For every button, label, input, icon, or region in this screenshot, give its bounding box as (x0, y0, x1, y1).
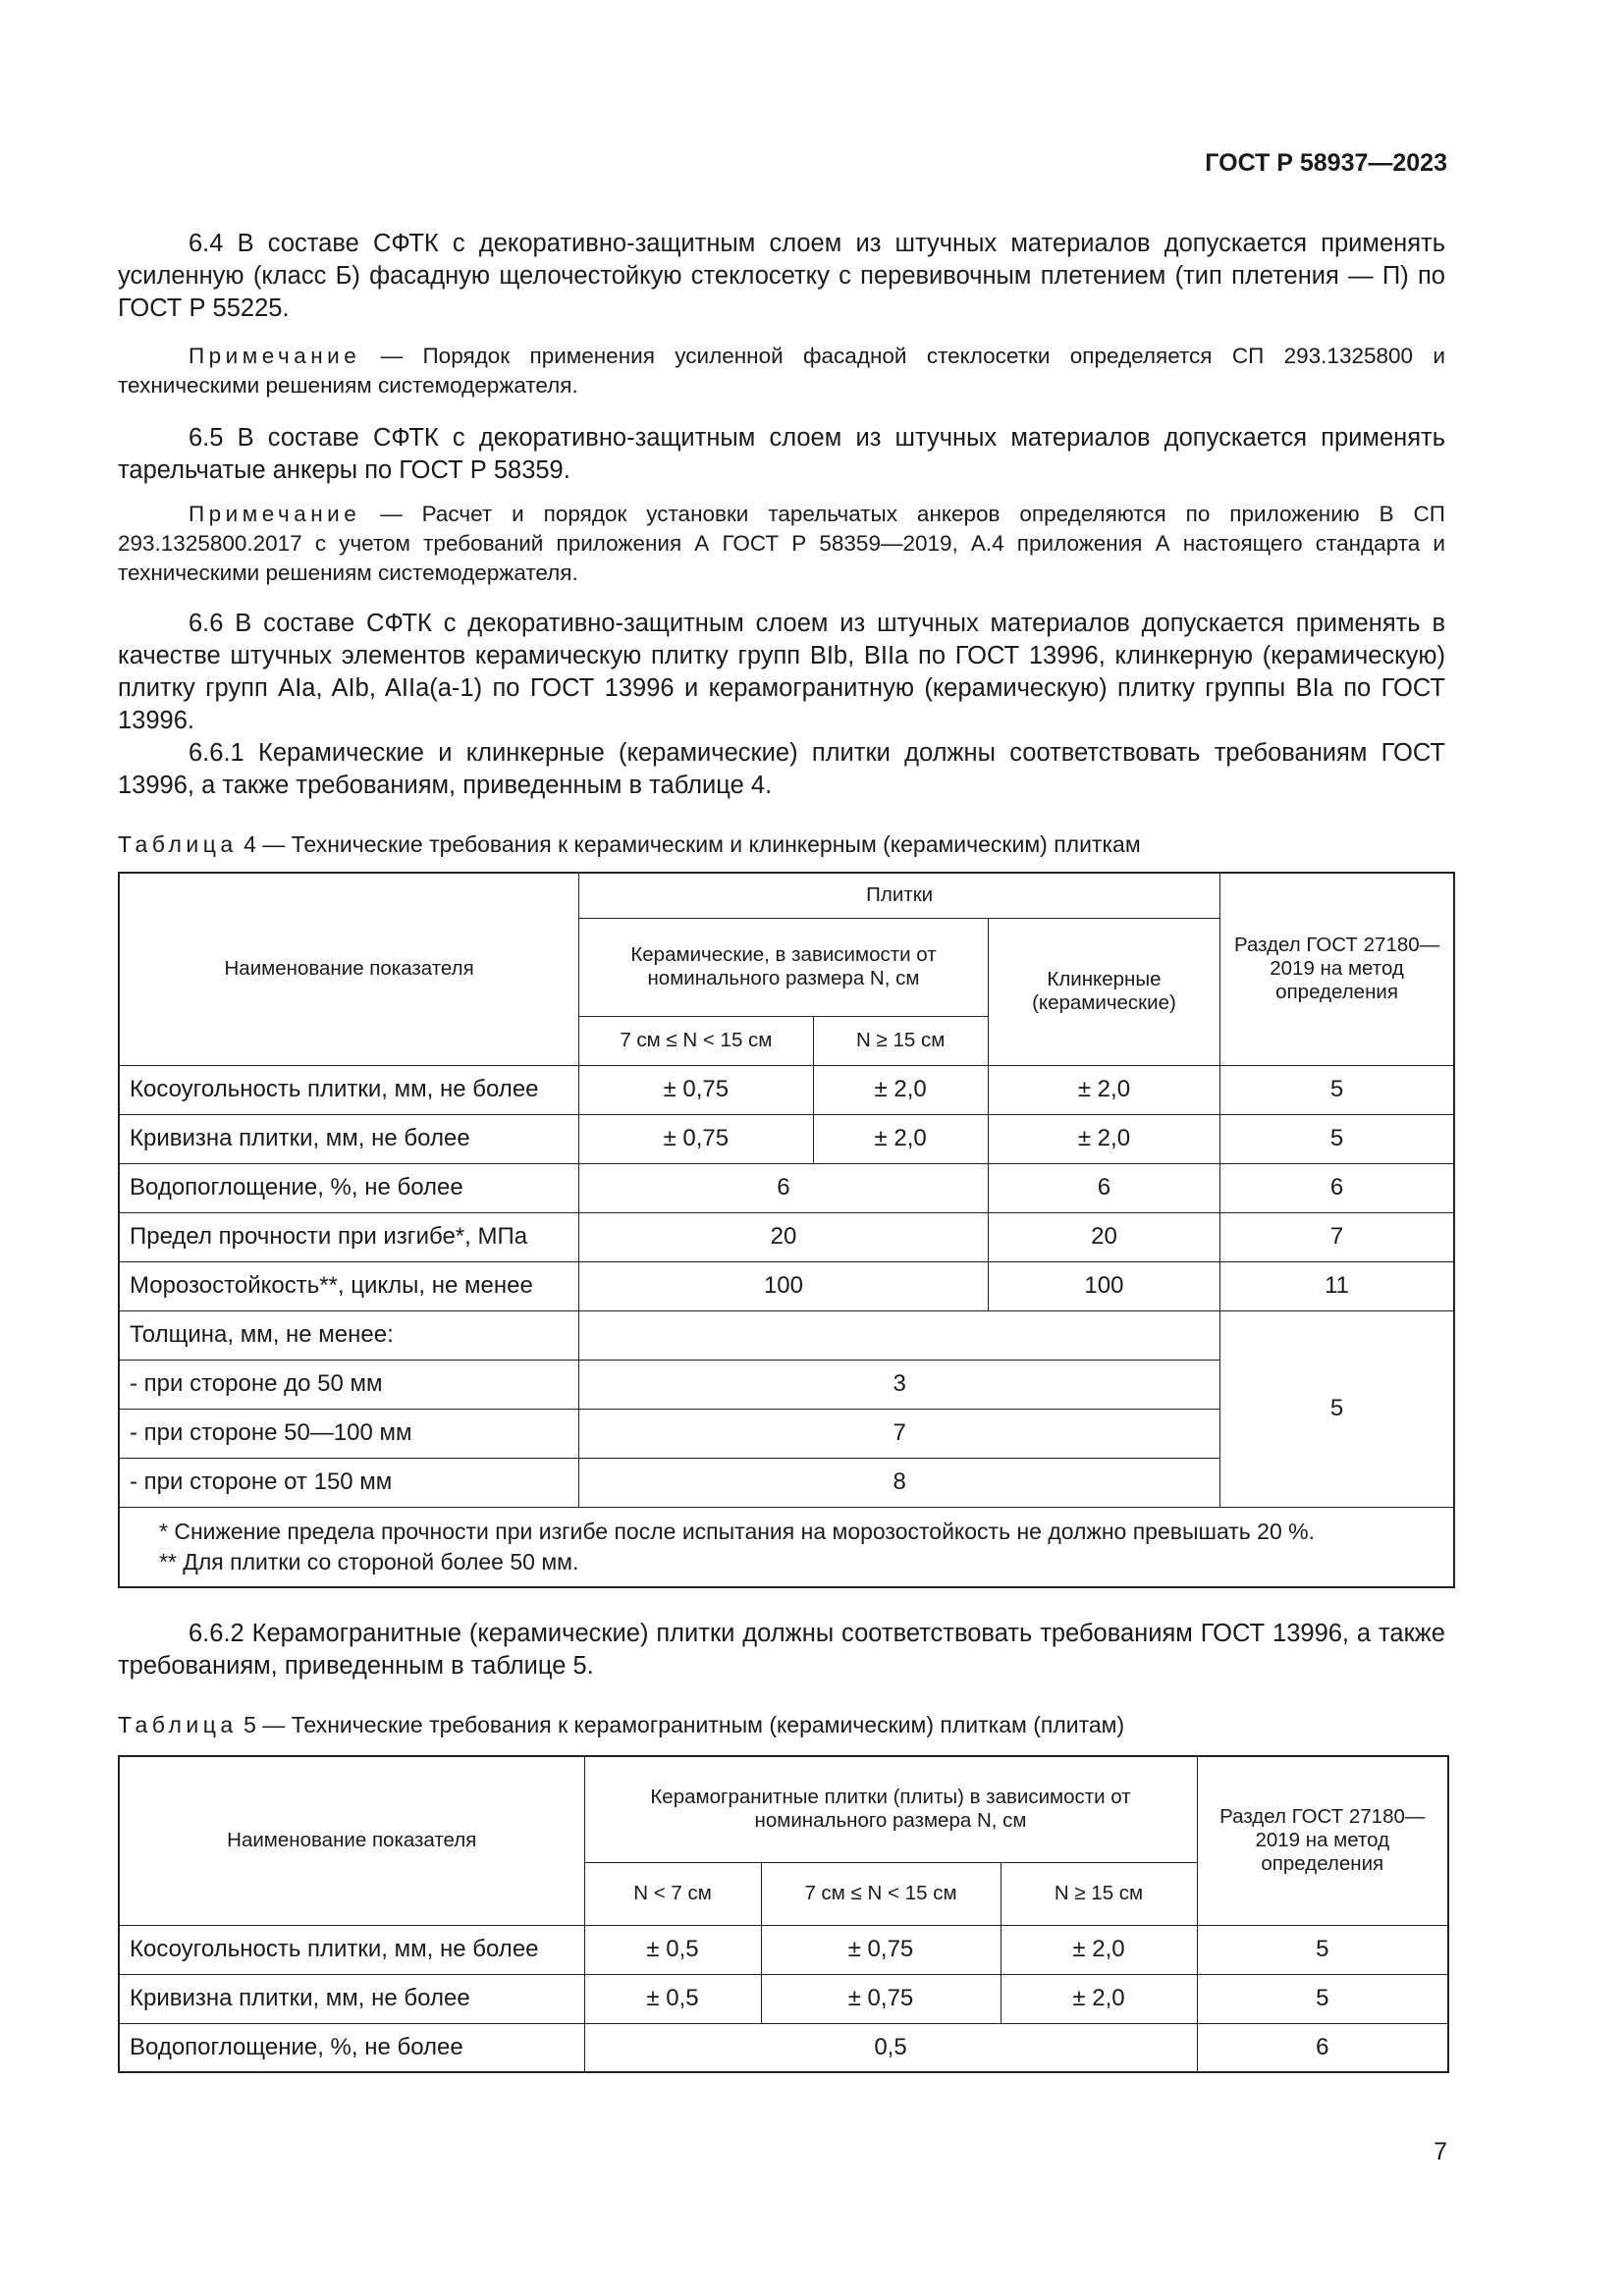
footnote-2: ** Для плитки со стороной более 50 мм. (159, 1548, 579, 1575)
t4-header-tiles: Плитки (579, 873, 1220, 918)
table-row (119, 1974, 1448, 2023)
note-text: — Порядок применения усиленной фасадной стеклосетки определяется СП 293.1325800 и техническими решениям системодержателя. (118, 344, 1445, 398)
cell: Морозостойкость**, циклы, не менее (119, 1261, 579, 1310)
table-row (119, 1261, 1454, 1310)
table-row (119, 1212, 1454, 1261)
cell: ± 0,75 (761, 1974, 1001, 2023)
cell: ± 0,5 (584, 1925, 761, 1974)
cell: - при стороне от 150 мм (119, 1458, 579, 1507)
table-4 (118, 872, 1455, 1588)
document-id: ГОСТ Р 58937—2023 (1205, 149, 1447, 177)
paragraph-6-6-2: 6.6.2 Керамогранитные (керамические) плитки должны соответствовать требованиям ГОСТ 13996, а также требованиям, приведенным в таблице 5. (118, 1620, 1445, 1680)
page-number: 7 (1434, 2138, 1447, 2165)
cell: ± 2,0 (813, 1065, 988, 1114)
cell: 0,5 (584, 2023, 1197, 2072)
table-row (119, 1925, 1448, 1974)
note-2 (118, 500, 1445, 588)
table-4-caption (118, 831, 1141, 858)
cell: ± 2,0 (813, 1114, 988, 1163)
cell: 6 (1197, 2023, 1448, 2072)
note-1 (118, 342, 1445, 400)
table-row (119, 1163, 1454, 1212)
cell: - при стороне 50—100 мм (119, 1409, 579, 1458)
t4-header-name: Наименование показателя (119, 873, 579, 1065)
table-4-caption-label: Таблица (118, 831, 238, 857)
cell: 100 (988, 1261, 1219, 1310)
t5-header-sub1: N < 7 см (584, 1862, 761, 1925)
cell: Толщина, мм, не менее: (119, 1310, 579, 1360)
cell: ± 2,0 (1001, 1974, 1197, 2023)
cell: 6 (1220, 1163, 1454, 1212)
cell: Кривизна плитки, мм, не более (119, 1974, 584, 2023)
t4-header-ceramic: Керамические, в зависимости от номинального размера N, см (579, 918, 989, 1016)
cell: ± 0,75 (761, 1925, 1001, 1974)
table-5 (118, 1755, 1449, 2073)
cell: 5 (1220, 1065, 1454, 1114)
table-5-caption (118, 1712, 1124, 1738)
cell: 5 (1197, 1974, 1448, 2023)
cell: 5 (1220, 1114, 1454, 1163)
cell: Водопоглощение, %, не более (119, 1163, 579, 1212)
t4-header-clinker: Клинкерные (керамические) (988, 918, 1219, 1065)
note-label: Примечание (189, 502, 361, 526)
cell: 8 (579, 1458, 1220, 1507)
t4-header-sub1: 7 см ≤ N < 15 см (579, 1016, 813, 1065)
t5-header-sub3: N ≥ 15 см (1001, 1862, 1197, 1925)
cell: ± 0,5 (584, 1974, 761, 2023)
table-5-caption-text: 5 — Технические требования к керамогранитным (керамическим) плиткам (плитам) (244, 1712, 1125, 1737)
cell: 3 (579, 1360, 1220, 1409)
cell: Предел прочности при изгибе*, МПа (119, 1212, 579, 1261)
table-row (119, 1310, 1454, 1360)
cell: 100 (579, 1261, 989, 1310)
t4-footnotes (119, 1507, 1454, 1587)
cell: - при стороне до 50 мм (119, 1360, 579, 1409)
t5-header-sub2: 7 см ≤ N < 15 см (761, 1862, 1001, 1925)
cell: 20 (988, 1212, 1219, 1261)
cell: Косоугольность плитки, мм, не более (119, 1925, 584, 1974)
cell: 7 (579, 1409, 1220, 1458)
t4-header-section: Раздел ГОСТ 27180—2019 на метод определения (1220, 873, 1454, 1065)
table-row (119, 1114, 1454, 1163)
t5-header-name: Наименование показателя (119, 1756, 584, 1925)
paragraph-6-4: 6.4 В составе СФТК с декоративно-защитным слоем из штучных материалов допускается применять усиленную (класс Б) фасадную щелочестойкую стеклосетку с перевивочным плетением (тип плетения — П) по ГОСТ Р 55225. (118, 230, 1445, 322)
footnote-1: * Снижение предела прочности при изгибе после испытания на морозостойкость не должно превышать 20 %. (159, 1518, 1315, 1544)
table-5-caption-label: Таблица (118, 1712, 238, 1737)
cell: 11 (1220, 1261, 1454, 1310)
table-4-caption-text: 4 — Технические требования к керамическим и клинкерным (керамическим) плиткам (244, 831, 1141, 857)
t5-header-group: Керамогранитные плитки (плиты) в зависимости от номинального размера N, см (584, 1756, 1197, 1862)
cell: Водопоглощение, %, не более (119, 2023, 584, 2072)
cell: 5 (1197, 1925, 1448, 1974)
cell: Косоугольность плитки, мм, не более (119, 1065, 579, 1114)
t4-header-sub2: N ≥ 15 см (813, 1016, 988, 1065)
paragraph-6-5: 6.5 В составе СФТК с декоративно-защитным слоем из штучных материалов допускается применять тарельчатые анкеры по ГОСТ Р 58359. (118, 424, 1445, 484)
table-row (119, 2023, 1448, 2072)
cell: 5 (1220, 1310, 1454, 1507)
cell: 6 (579, 1163, 989, 1212)
cell: ± 2,0 (988, 1065, 1219, 1114)
note-text: — Расчет и порядок установки тарельчатых анкеров определяются по приложению В СП 293.1325800.2017 с учетом требований приложения А ГОСТ Р 58359—2019, А.4 приложения А настоящего стандарта и техническими решениям системодержателя. (118, 502, 1445, 585)
paragraph-6-6: 6.6 В составе СФТК с декоративно-защитным слоем из штучных материалов допускается применять в качестве штучных элементов керамическую плитку групп BIb, BIIa по ГОСТ 13996, клинкерную (керамическую) плитку групп AIa, AIb, AIIa(а-1) по ГОСТ 13996 и керамогранитную (керамическую) плитку группы BIa по ГОСТ 13996. (118, 610, 1445, 734)
cell (579, 1310, 1220, 1360)
table-row (119, 1065, 1454, 1114)
cell: ± 0,75 (579, 1065, 813, 1114)
cell: ± 0,75 (579, 1114, 813, 1163)
cell: 6 (988, 1163, 1219, 1212)
cell: ± 2,0 (1001, 1925, 1197, 1974)
paragraph-6-6-1: 6.6.1 Керамические и клинкерные (керамические) плитки должны соответствовать требованиям ГОСТ 13996, а также требованиям, приведенным в таблице 4. (118, 739, 1445, 799)
t5-header-section: Раздел ГОСТ 27180—2019 на метод определения (1197, 1756, 1448, 1925)
cell: ± 2,0 (988, 1114, 1219, 1163)
cell: 20 (579, 1212, 989, 1261)
note-label: Примечание (189, 344, 361, 368)
cell: 7 (1220, 1212, 1454, 1261)
cell: Кривизна плитки, мм, не более (119, 1114, 579, 1163)
